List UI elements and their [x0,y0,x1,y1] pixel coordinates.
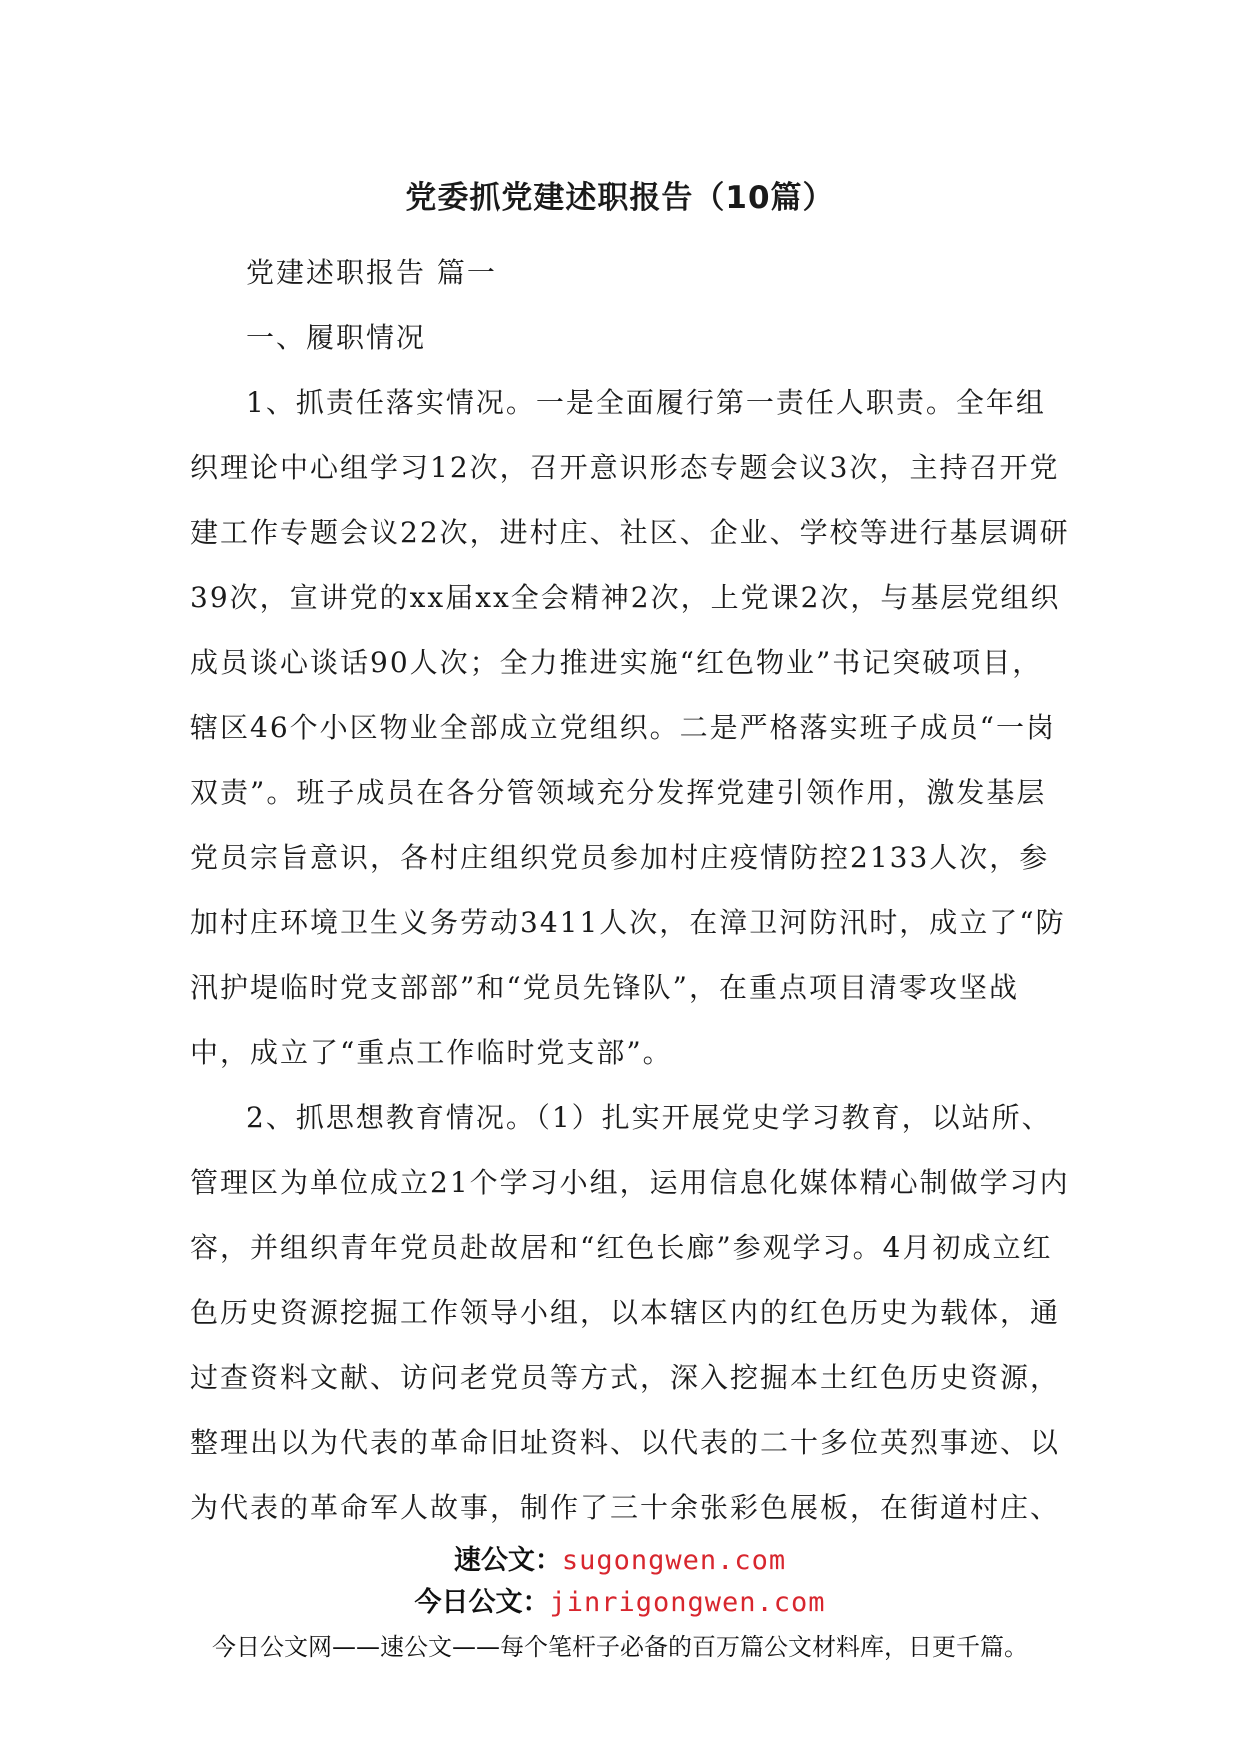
footer-label: 速公文： [453,1545,562,1576]
paragraph: 2、抓思想教育情况。（1）扎实开展党史学习教育，以站所、管理区为单位成立21个学习小组，运用信息化媒体精心制做学习内容，并组织青年党员赴故居和“红色长廊”参观学习。4月初成立红色历史资源挖掘工作领导小组，以本辖区内的红色历史为载体，通过查资料文献、访问老党员等方式，深入挖掘本土红色历史资源，整理出以为代表的革命旧址资料、以代表的二十多位英烈事迹、以为代表的革命军人故事，制作了三十余张彩色展板，在街道村庄、 [190,1101,1070,1524]
document-body [190,240,1070,1540]
footer-link-sugongwen[interactable]: sugongwen.com [561,1545,787,1576]
section-heading: 党建述职报告 篇一 [246,256,497,289]
subsection-heading: 一、履职情况 [246,321,427,354]
paragraph: 1、抓责任落实情况。一是全面履行第一责任人职责。全年组织理论中心组学习12次，召开意识形态专题会议3次，主持召开党建工作专题会议22次，进村庄、社区、企业、学校等进行基层调研39次，宣讲党的xx届xx全会精神2次，上党课2次，与基层党组织成员谈心谈话90人次；全力推进实施“红色物业”书记突破项目，辖区46个小区物业全部成立党组织。二是严格落实班子成员“一岗双责”。班子成员在各分管领域充分发挥党建引领作用，激发基层党员宗旨意识，各村庄组织党员参加村庄疫情防控2133人次，参加村庄环境卫生义务劳动3411人次，在漳卫河防汛时，成立了“防汛护堤临时党支部部”和“党员先锋队”，在重点项目清零攻坚战中，成立了“重点工作临时党支部”。 [190,386,1070,1069]
footer-link-jinrigongwen[interactable]: jinrigongwen.com [549,1587,826,1618]
document-title: 党委抓党建述职报告（10篇） [405,180,835,216]
footer-slogan: 今日公文网——速公文——每个笔杆子必备的百万篇公文材料库，日更千篇。 [212,1633,1028,1661]
footer-jinrigongwen [0,1580,1240,1619]
footer-sugongwen [0,1538,1240,1577]
footer-label: 今日公文： [414,1587,550,1618]
